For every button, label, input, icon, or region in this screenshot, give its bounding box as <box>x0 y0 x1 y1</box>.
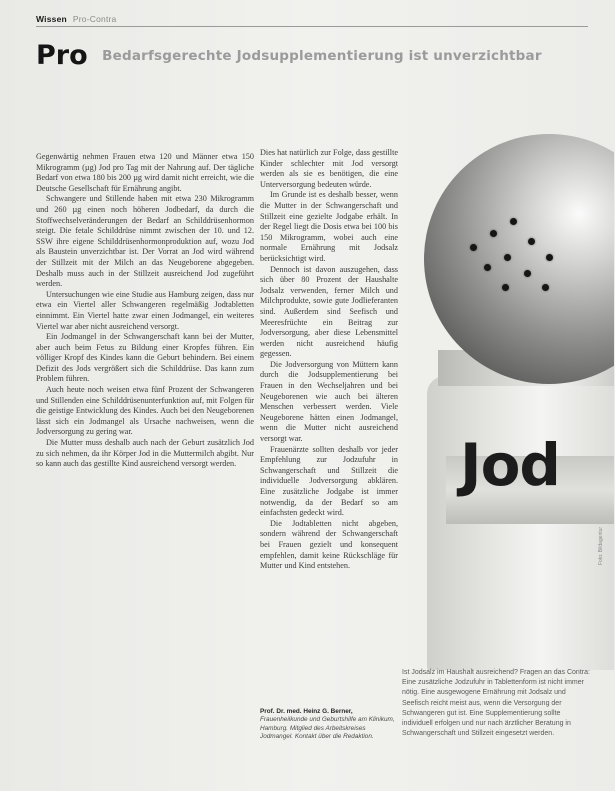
author-bio <box>260 708 398 742</box>
jar-label-text: Jod <box>460 431 560 499</box>
article-paragraph: Dennoch ist davon auszugehen, dass sich über 80 Prozent der Haushalte Jodsalz verwenden, ferner Milch und Milchprodukte, sowie gute Jodlieferanten sind. Außerdem sind Seefisch und Meeresfrüchte ein Beitrag zur Jodversorgung, aber diese Lebensmittel werden nicht ausreichend häufig gegessen. <box>260 264 398 359</box>
author-name: Prof. Dr. med. Heinz G. Berner, <box>260 708 353 715</box>
article-paragraph: Die Mutter muss deshalb auch nach der Geburt zusätzlich Jod zu sich nehmen, da ihr Körper Jod in die Muttermilch abgibt. Nur so kann auch das gestillte Kind ausreichend versorgt werden. <box>36 438 254 469</box>
section-kicker <box>36 14 116 24</box>
article-paragraph: Auch heute noch weisen etwa fünf Prozent der Schwangeren und Stillenden eine Schilddrüsenunterfunktion auf, mit Folgen für die geistige Entwicklung des Kindes. Auch bei den Neugeborenen lässt sich ein Jodmangel als Ursache nachweisen, wenn die Jodversorgung zu gering war. <box>36 385 254 437</box>
shaker-hole <box>524 270 531 277</box>
contra-teaser: Ist Jodsalz im Haushalt ausreichend? Fragen an das Contra: Eine zusätzliche Jodzufuhr in Tablettenform ist nicht immer nötig. Eine ausgewogene Ernährung mit Jodsalz und Seefisch reicht meist aus, wenn die Versorgung der Schwangeren gut ist. Eine Supplementierung sollte individuell erfolgen und nur nach ärztlicher Beratung in Schwangerschaft und Stillzeit eingesetzt werden. <box>402 669 590 738</box>
article-paragraph: Die Jodversorgung von Müttern kann durch die Jodsupplementierung bei Frauen in den Wechseljahren und bei Neugeborenen wie auch bei älteren Menschen verbessert werden. Viele Neugeborene hätten einen Jodmangel, wenn die Mutter nicht ausreichend versorgt war. <box>260 359 398 444</box>
article-headline <box>36 40 542 71</box>
article-paragraph: Gegenwärtig nehmen Frauen etwa 120 und Männer etwa 150 Mikrogramm (µg) Jod pro Tag mit der Nahrung auf. Der tägliche Bedarf von etwa 180 bis 200 µg wird damit nicht erreicht, wie die Deutsche Gesellschaft für Ernährung angibt. <box>36 152 254 193</box>
shaker-hole <box>502 284 509 291</box>
section-label: Wissen <box>36 14 67 24</box>
article-paragraph: Die Jodtabletten nicht abgeben, sondern während der Schwangerschaft bei Frauen gezielt und konsequent empfehlen, damit keine Rückschläge für Mutter und Kind entstehen. <box>260 518 398 571</box>
photo-credit: Foto: Bildagentur <box>598 526 604 565</box>
header-divider <box>36 26 588 27</box>
article-paragraph: Dies hat natürlich zur Folge, dass gestillte Kinder schlechter mit Jod versorgt werden als sie es benötigen, die eine Unterversorgung bedeuten würde. <box>260 148 398 189</box>
shaker-hole <box>542 284 549 291</box>
article-paragraph: Frauenärzte sollten deshalb vor jeder Empfehlung zur Jodzufuhr in Schwangerschaft und Stillzeit die individuelle Jodversorgung abklären. Eine zusätzliche Jodgabe ist immer notwendig, da der Bedarf so am einfachsten gedeckt wird. <box>260 444 398 518</box>
article-column-2 <box>260 148 398 718</box>
shaker-lid <box>424 134 614 384</box>
author-affiliation: Frauenheilkunde und Geburtshilfe am Klinikum, Hamburg. Mitglied des Arbeitskreises Jodmangel. Kontakt über die Redaktion. <box>260 716 395 741</box>
shaker-hole <box>484 264 491 271</box>
article-paragraph: Untersuchungen wie eine Studie aus Hamburg zeigen, dass nur etwa ein Viertel aller Schwangeren regelmäßig Jodtabletten einnimmt. Ein Viertel hatte zwar einen Jodmangel, ein weiteres Viertel war aber nicht ausreichend versorgt. <box>36 289 254 331</box>
article-paragraph: Im Grunde ist es deshalb besser, wenn die Mutter in der Schwangerschaft und Stillzeit eine gezielte Jodgabe erhält. In der Regel liegt die Dosis etwa bei 100 bis 150 Mikrogramm, wobei auch eine normale Ernährung mit Jodsalz berücksichtigt wird. <box>260 190 398 263</box>
shaker-hole <box>528 238 535 245</box>
shaker-hole <box>510 218 517 225</box>
subsection-label: Pro-Contra <box>72 14 117 24</box>
shaker-hole <box>490 230 497 237</box>
shaker-hole <box>470 244 477 251</box>
pro-label: Pro <box>36 40 88 71</box>
article-paragraph: Schwangere und Stillende haben mit etwa 230 Mikrogramm und 260 µg einen noch höheren Jodbedarf, da durch die Stoffwechselveränderungen der Bedarf an Schilddrüsenhormon steigt. Die fetale Schilddrüse nimmt zwischen der 10. und 12. SSW ihre eigene Schilddrüsenhormonproduktion auf, wozu Jod als Baustein unverzichtbar ist. Der Vorrat an Jod wird während der Stillzeit mit der Milch an das Neugeborene abgegeben. Deshalb muss auch in der Stillzeit ausreichend Jod zugeführt werden. <box>36 194 254 289</box>
article-column-1 <box>36 152 254 788</box>
article-paragraph: Ein Jodmangel in der Schwangerschaft kann bei der Mutter, aber auch beim Fetus zu Bildung einer Kropfes führen. Ein völliger Kropf des Kindes kann die Geburt behindern. Bei einem Defizit des Jods vergrößert sich die Schilddrüse. Das kann zum Problem führen. <box>36 332 254 384</box>
shaker-hole <box>546 254 553 261</box>
article-title: Bedarfsgerechte Jodsupplementierung ist unverzichtbar <box>102 47 542 64</box>
iodine-jar-photo <box>402 118 614 670</box>
shaker-hole <box>504 254 511 261</box>
